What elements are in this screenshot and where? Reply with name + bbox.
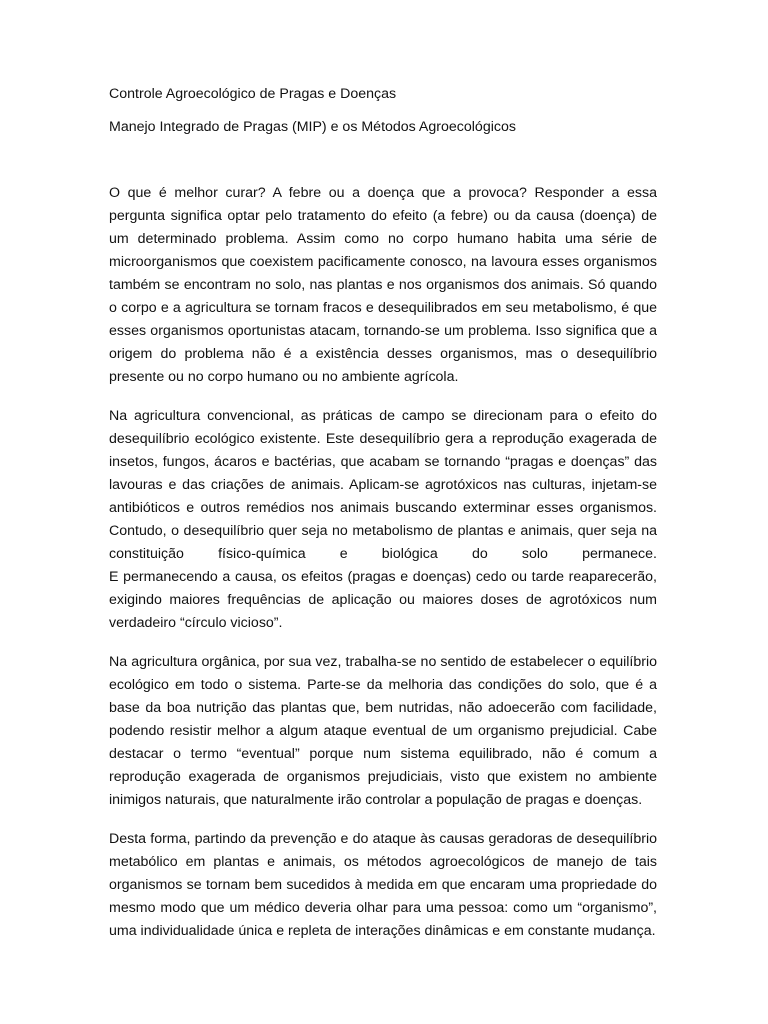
paragraph-line: uma individualidade única e repleta de interações dinâmicas e em constante mudança. xyxy=(109,923,656,939)
paragraph xyxy=(109,182,657,389)
document-subtitle: Manejo Integrado de Pragas (MIP) e os Métodos Agroecológicos xyxy=(109,119,516,135)
paragraph-line: desequilíbrio ecológico existente. Este desequilíbrio gera a reprodução exagerada de xyxy=(109,431,657,447)
paragraph-line: lavouras e das criações de animais. Aplicam-se agrotóxicos nas culturas, injetam-se xyxy=(109,477,657,493)
paragraph-line: reprodução exagerada de organismos prejudiciais, visto que existem no ambiente xyxy=(109,769,657,785)
paragraph-line: Desta forma, partindo da prevenção e do ataque às causas geradoras de desequilíbrio xyxy=(109,831,657,847)
paragraph-line: Na agricultura orgânica, por sua vez, trabalha-se no sentido de estabelecer o equilíbrio xyxy=(109,654,657,670)
paragraph-line: Contudo, o desequilíbrio quer seja no metabolismo de plantas e animais, quer seja na xyxy=(109,523,657,539)
paragraph xyxy=(109,651,657,812)
paragraph-line: base da boa nutrição das plantas que, bem nutridas, não adoecerão com facilidade, xyxy=(109,700,657,716)
paragraph-line: Na agricultura convencional, as práticas de campo se direcionam para o efeito do xyxy=(109,408,657,424)
paragraph-line: O que é melhor curar? A febre ou a doença que a provoca? Responder a essa xyxy=(109,185,657,201)
paragraph-line: metabólico em plantas e animais, os métodos agroecológicos de manejo de tais xyxy=(109,854,657,870)
paragraph-line: presente ou no corpo humano ou no ambiente agrícola. xyxy=(109,369,459,385)
paragraph-line: pergunta significa optar pelo tratamento do efeito (a febre) ou da causa (doença) de xyxy=(109,208,657,224)
document-title: Controle Agroecológico de Pragas e Doenças xyxy=(109,86,397,102)
paragraph-line: destacar o termo “eventual” porque num sistema equilibrado, não é comum a xyxy=(109,746,657,762)
paragraph-line: antibióticos e outros remédios nos animais buscando exterminar esses organismos. xyxy=(109,500,657,516)
paragraph-line: podendo resistir melhor a algum ataque eventual de um organismo prejudicial. Cabe xyxy=(109,723,657,739)
paragraph xyxy=(109,828,657,943)
paragraph-line: o corpo e a agricultura se tornam fracos e desequilibrados em seu metabolismo, é que xyxy=(109,300,657,316)
document-body xyxy=(109,182,657,959)
paragraph-line: organismos se tornam bem sucedidos à medida em que encaram uma propriedade do xyxy=(109,877,657,893)
paragraph-line: mesmo modo que um médico deveria olhar para uma pessoa: como um “organismo”, xyxy=(109,900,657,916)
paragraph-line: insetos, fungos, ácaros e bactérias, que acabam se tornando “pragas e doenças” das xyxy=(109,454,657,470)
paragraph-line: exigindo maiores frequências de aplicação ou maiores doses de agrotóxicos num xyxy=(109,592,657,608)
paragraph xyxy=(109,405,657,635)
paragraph-line: esses organismos oportunistas atacam, tornando-se um problema. Isso significa que a xyxy=(109,323,657,339)
paragraph-line: origem do problema não é a existência desses organismos, mas o desequilíbrio xyxy=(109,346,657,362)
paragraph-line: também se encontram no solo, nas plantas e nos organismos dos animais. Só quando xyxy=(109,277,657,293)
paragraph-line: microorganismos que coexistem pacificamente conosco, na lavoura esses organismos xyxy=(109,254,657,270)
paragraph-line: um determinado problema. Assim como no corpo humano habita uma série de xyxy=(109,231,657,247)
paragraph-line: E permanecendo a causa, os efeitos (pragas e doenças) cedo ou tarde reaparecerão, xyxy=(109,569,657,585)
paragraph-line: verdadeiro “círculo vicioso”. xyxy=(109,615,283,631)
paragraph-line: inimigos naturais, que naturalmente irão controlar a população de pragas e doenças. xyxy=(109,792,643,808)
paragraph-line: ecológico em todo o sistema. Parte-se da melhoria das condições do solo, que é a xyxy=(109,677,657,693)
paragraph-line: constituição físico-química e biológica do solo permanece. xyxy=(109,546,657,562)
